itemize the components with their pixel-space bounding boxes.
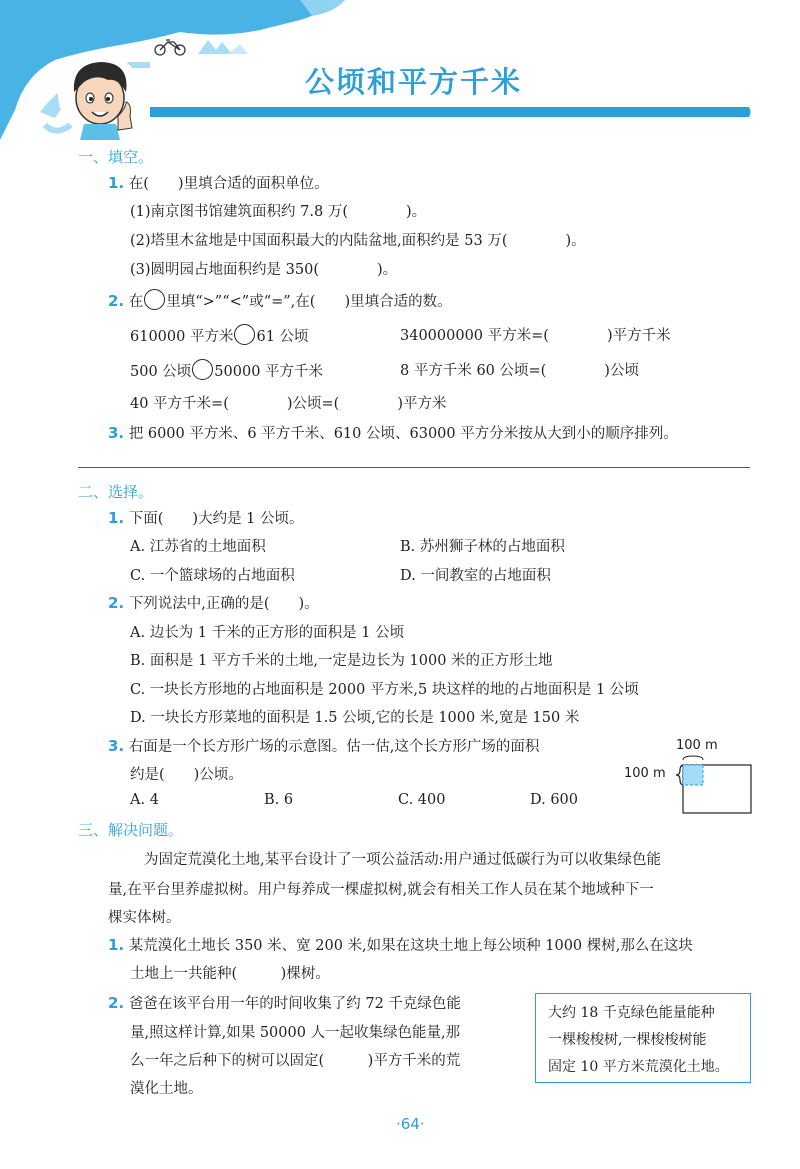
section-heading-problems: 三、解决问题。	[78, 821, 184, 839]
convert-3: 40 平方千米=( )公顷=( )平方米	[130, 396, 447, 412]
question-text-cont: 量,照这样计算,如果 50000 人一起收集绿色能量,那	[130, 1025, 461, 1041]
option-d[interactable]: D. 一块长方形菜地的面积是 1.5 公顷,它的长是 1000 米,宽是 150 米	[130, 710, 580, 726]
question-2-1	[108, 507, 304, 528]
question-text: 下面( )大约是 1 公顷。	[128, 511, 304, 527]
compare-row-1	[130, 324, 309, 346]
question-2-2	[108, 592, 319, 613]
bicycle-icon	[155, 40, 185, 55]
option-a[interactable]: A. 边长为 1 千米的正方形的面积是 1 公顷	[130, 625, 405, 641]
plaza-diagram	[672, 755, 754, 815]
question-number: 2.	[108, 594, 125, 612]
section-heading-choice: 二、选择。	[78, 483, 154, 501]
question-number: 3.	[108, 424, 125, 442]
question-1-1-b: (2)塔里木盆地是中国面积最大的内陆盆地,面积约是 53 万( )。	[130, 233, 586, 249]
question-text: 在( )里填合适的面积单位。	[128, 176, 329, 192]
option-c[interactable]: C. 一块长方形地的占地面积是 2000 平方米,5 块这样的地的占地面积是 1 公顷	[130, 682, 639, 698]
question-1-2	[108, 289, 452, 311]
question-number: 3.	[108, 737, 125, 755]
question-text-cont: 约是( )公顷。	[130, 767, 243, 783]
compare-circle[interactable]	[144, 289, 165, 310]
compare-left: 500 公顷	[130, 364, 192, 380]
question-text-cont: 么一年之后种下的树可以固定( )平方千米的荒	[130, 1053, 461, 1069]
question-2-3	[108, 735, 539, 756]
hint-box	[535, 993, 751, 1083]
question-1-1	[108, 172, 329, 193]
question-number: 2.	[108, 292, 125, 310]
option-b[interactable]: B. 面积是 1 平方千米的土地,一定是边长为 1000 米的正方形土地	[130, 653, 553, 669]
option-c[interactable]: C. 400	[398, 792, 446, 808]
option-c[interactable]: C. 一个篮球场的占地面积	[130, 568, 295, 584]
section-heading-fill-in: 一、填空。	[78, 148, 154, 166]
question-3-2	[108, 992, 461, 1013]
compare-right: 61 公顷	[256, 329, 309, 345]
question-1-3	[108, 422, 678, 443]
option-d[interactable]: D. 600	[530, 792, 579, 808]
compare-row-2	[130, 359, 323, 381]
figure-width-label: 100 m	[676, 738, 718, 753]
page-number: ·64·	[396, 1115, 425, 1133]
hint-line-3: 固定 10 平方米荒漠化土地。	[548, 1059, 729, 1075]
intro-line-3: 棵实体树。	[108, 910, 181, 926]
question-text: 右面是一个长方形广场的示意图。估一估,这个长方形广场的面积	[128, 739, 540, 755]
question-text: 某荒漠化土地长 350 米、宽 200 米,如果在这块土地上每公顷种 1000 棵树,那么在这块	[128, 938, 693, 954]
compare-right: 50000 平方千米	[214, 364, 324, 380]
option-b[interactable]: B. 6	[264, 792, 294, 808]
option-d[interactable]: D. 一间教室的占地面积	[400, 568, 551, 584]
compare-circle[interactable]	[234, 324, 255, 345]
question-number: 1.	[108, 936, 125, 954]
question-number: 2.	[108, 994, 125, 1012]
question-text-part: 里填“>”“<”或“=”,在( )里填合适的数。	[166, 294, 452, 310]
answer-line[interactable]	[78, 467, 750, 468]
intro-line-2: 量,在平台里养虚拟树。用户每养成一棵虚拟树,就会有相关工作人员在某个地域种下一	[108, 882, 654, 898]
option-b[interactable]: B. 苏州狮子林的占地面积	[400, 539, 565, 555]
compare-circle[interactable]	[192, 359, 213, 380]
question-number: 1.	[108, 174, 125, 192]
question-text-cont: 土地上一共能种( )棵树。	[130, 966, 330, 982]
question-text-cont: 漠化土地。	[130, 1081, 203, 1097]
question-text: 下列说法中,正确的是( )。	[128, 596, 319, 612]
intro-line-1: 为固定荒漠化土地,某平台设计了一项公益活动:用户通过低碳行为可以收集绿色能	[144, 852, 661, 868]
convert-1: 340000000 平方米=( )平方千米	[400, 328, 671, 344]
question-1-1-a: (1)南京图书馆建筑面积约 7.8 万( )。	[130, 204, 427, 220]
option-a[interactable]: A. 4	[130, 792, 159, 808]
option-a[interactable]: A. 江苏省的土地面积	[130, 539, 266, 555]
compare-left: 610000 平方米	[130, 329, 234, 345]
question-number: 1.	[108, 509, 125, 527]
convert-2: 8 平方千米 60 公顷=( )公顷	[400, 363, 639, 379]
hint-line-2: 一棵梭梭树,一棵梭梭树能	[548, 1032, 707, 1048]
question-1-1-c: (3)圆明园占地面积约是 350( )。	[130, 262, 398, 278]
question-text-part: 在	[128, 294, 144, 310]
hint-line-1: 大约 18 千克绿色能量能种	[548, 1005, 715, 1021]
question-3-1	[108, 934, 693, 955]
page-title: 公顷和平方千米	[305, 65, 523, 99]
question-text: 把 6000 平方米、6 平方千米、610 公顷、63000 平方分米按从大到小的顺序排列。	[128, 426, 678, 442]
figure-height-label: 100 m	[624, 766, 666, 781]
question-text: 爸爸在该平台用一年的时间收集了约 72 千克绿色能	[128, 996, 461, 1012]
